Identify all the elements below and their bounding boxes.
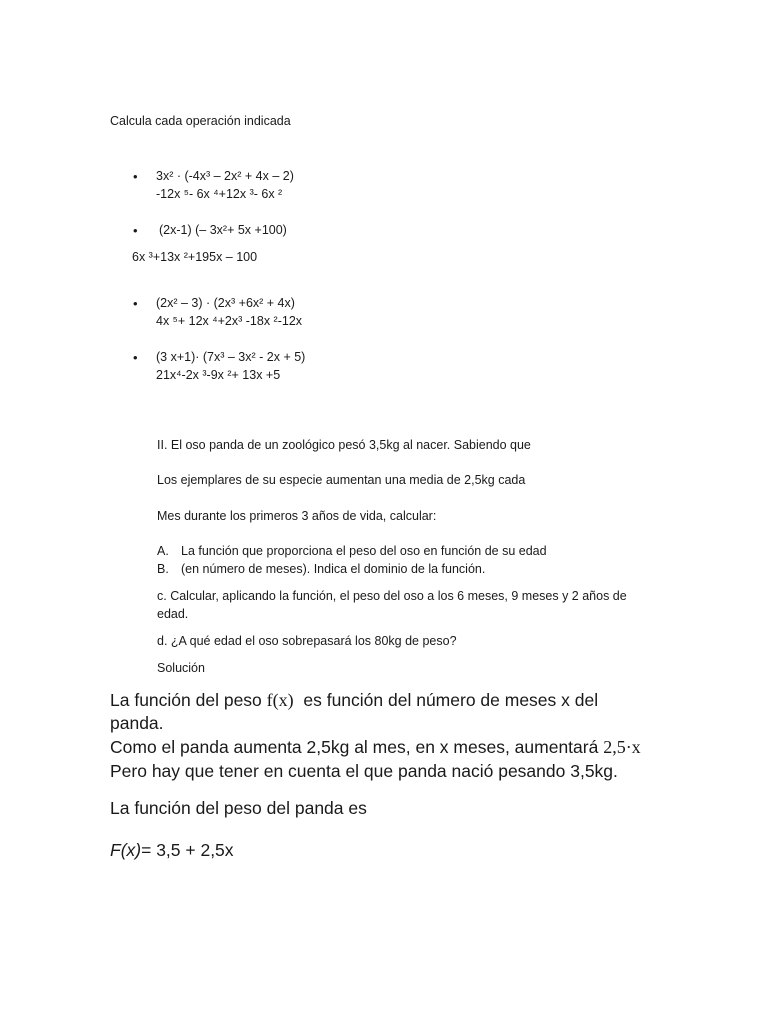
function-fx: f(x) — [266, 690, 294, 710]
bullet-icon: • — [133, 296, 138, 311]
problem-paragraph-1: II. El oso panda de un zoológico pesó 3,5kg al nacer. Sabiendo que — [157, 438, 531, 452]
question-c-line-2: edad. — [157, 607, 189, 621]
solution-line-1 — [110, 689, 598, 711]
list-text-a: La función que proporciona el peso del oso en función de su edad — [181, 544, 547, 558]
problem-paragraph-3: Mes durante los primeros 3 años de vida, calcular: — [157, 509, 437, 523]
list-text-b: (en número de meses). Indica el dominio de la función. — [181, 562, 486, 576]
list-letter-b: B. — [157, 562, 169, 576]
operation-1: 3x² · (-4x³ – 2x² + 4x – 2) — [156, 169, 294, 183]
solution-line-1-post: es función del número de meses x del — [293, 690, 599, 710]
question-d: d. ¿A qué edad el oso sobrepasará los 80kg de peso? — [157, 634, 457, 648]
list-item-a — [157, 543, 547, 560]
formula-fx: F(x) — [110, 840, 142, 860]
result-4: 21x⁴-2x ³-9x ²+ 13x +5 — [156, 368, 281, 382]
solution-line-3-pre: Como el panda aumenta 2,5kg al mes, en x meses, aumentará — [110, 737, 604, 757]
bullet-icon: • — [133, 350, 138, 365]
operation-3: (2x² – 3) · (2x³ +6x² + 4x) — [156, 296, 295, 310]
exercise-title: Calcula cada operación indicada — [110, 114, 291, 128]
final-formula — [110, 839, 234, 861]
solution-line-3 — [110, 736, 641, 758]
result-2: 6x ³+13x ²+195x – 100 — [132, 250, 258, 264]
growth-expression: 2,5·x — [603, 737, 641, 757]
solution-line-4: Pero hay que tener en cuenta el que panda nació pesando 3,5kg. — [110, 761, 618, 781]
list-letter-a: A. — [157, 544, 169, 558]
solution-heading: Solución — [157, 661, 205, 675]
list-item-b — [157, 561, 485, 578]
bullet-icon: • — [133, 169, 138, 184]
solution-line-2: panda. — [110, 713, 164, 733]
result-1: -12x ⁵- 6x ⁴+12x ³- 6x ² — [156, 187, 283, 201]
formula-rest: = 3,5 + 2,5x — [141, 840, 234, 860]
operation-2: (2x-1) (– 3x²+ 5x +100) — [159, 223, 287, 237]
solution-line-1-pre: La función del peso — [110, 690, 267, 710]
problem-paragraph-2: Los ejemplares de su especie aumentan una media de 2,5kg cada — [157, 473, 526, 487]
result-3: 4x ⁵+ 12x ⁴+2x³ -18x ²-12x — [156, 314, 303, 328]
solution-line-5: La función del peso del panda es — [110, 798, 367, 818]
operation-4: (3 x+1)· (7x³ – 3x² - 2x + 5) — [156, 350, 306, 364]
question-c-line-1: c. Calcular, aplicando la función, el peso del oso a los 6 meses, 9 meses y 2 años de — [157, 589, 627, 603]
bullet-icon: • — [133, 223, 138, 238]
